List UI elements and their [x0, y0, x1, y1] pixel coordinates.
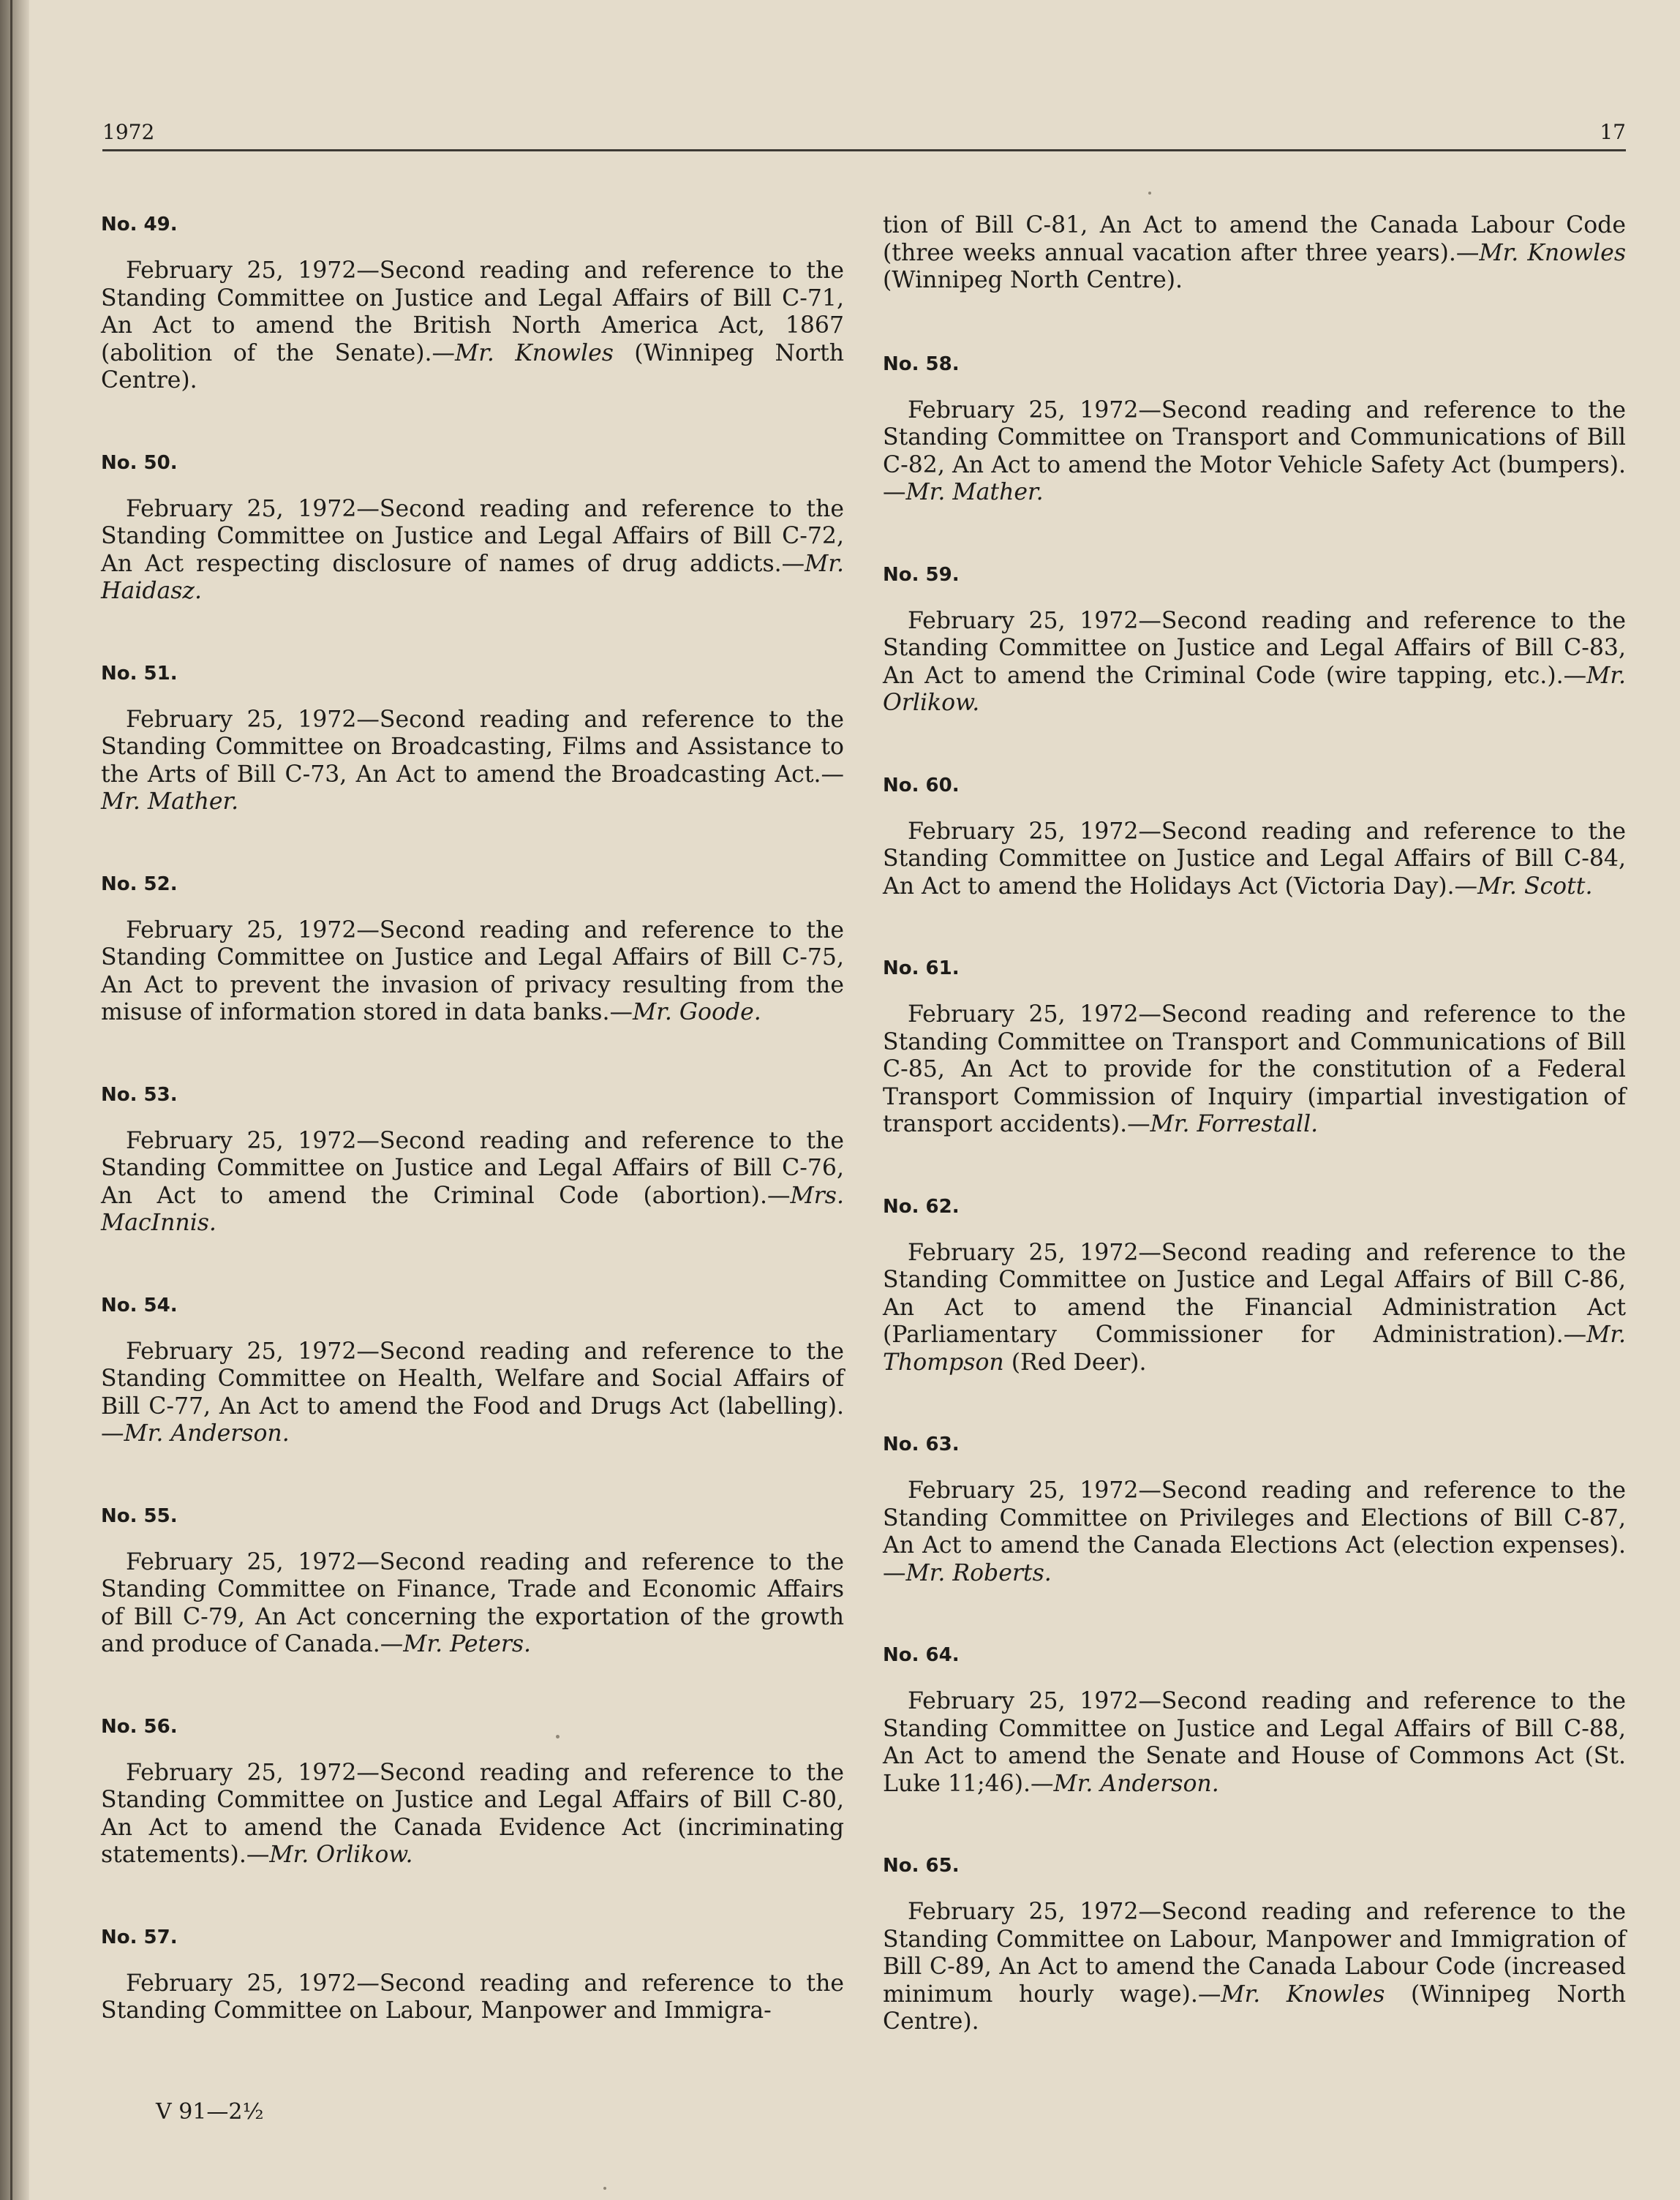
page-header — [102, 116, 1626, 151]
left-column — [101, 212, 844, 2081]
notice-text: February 25, 1972—Second reading and reference to the Standing Committee on Transport and Communications of Bill C-82, An Act to amend the Motor Vehicle Safety Act (bumpers).—Mr. Mather. — [883, 396, 1626, 505]
notice-number: No. 50. — [101, 451, 178, 474]
member-name: Mr. Mather. — [101, 788, 239, 815]
notice-text: February 25, 1972—Second reading and reference to the Standing Committee on Broadcasting, Films and Assistance to the Arts of Bill C-73, An Act to amend the Broadcasting Act.—Mr. Mather. — [101, 706, 844, 815]
paper-speck — [603, 2187, 606, 2190]
member-name: Mr. Forrestall. — [1150, 1111, 1319, 1137]
notice-entry — [883, 1432, 1626, 1587]
paper-speck — [556, 1735, 560, 1738]
notice-number: No. 52. — [101, 873, 178, 895]
notice-entry — [101, 1082, 844, 1238]
notice-number: No. 58. — [883, 353, 960, 375]
notice-number: No. 65. — [883, 1855, 960, 1877]
notice-entry — [101, 212, 844, 395]
paper-speck — [1148, 192, 1151, 195]
member-name: Mr. Mather. — [905, 479, 1044, 505]
member-name: Mr. Anderson. — [1053, 1770, 1219, 1797]
notice-number: No. 60. — [883, 774, 960, 796]
notice-entry — [883, 1194, 1626, 1377]
member-name: Mr. Knowles — [455, 339, 614, 366]
notice-number: No. 63. — [883, 1434, 960, 1455]
member-name: Mr. Peters. — [403, 1631, 532, 1657]
member-name: Mr. Orlikow. — [269, 1842, 413, 1868]
member-name: Mr. Knowles — [1479, 239, 1626, 266]
notice-number: No. 51. — [101, 662, 178, 685]
notice-entry — [101, 1714, 844, 1869]
member-name: Mr. Thompson — [883, 1322, 1626, 1376]
notice-text: February 25, 1972—Second reading and reference to the Standing Committee on Justice and Legal Affairs of Bill C-86, An Act to amend the Financial Administration Act (Parliamentary Commissioner for Administration).—Mr. Thompson (Red Deer). — [883, 1239, 1626, 1376]
member-name: Mr. Scott. — [1477, 873, 1593, 900]
member-name: Mr. Roberts. — [905, 1559, 1052, 1586]
binding-edge — [10, 0, 12, 2200]
notice-entry — [883, 1853, 1626, 2036]
notice-entry — [101, 451, 844, 606]
notice-entry — [883, 352, 1626, 507]
notice-text: February 25, 1972—Second reading and reference to the Standing Committee on Privileges and Elections of Bill C-87, An Act to amend the Canada Elections Act (election expenses).—Mr. Roberts. — [883, 1477, 1626, 1586]
notice-entry — [883, 956, 1626, 1139]
notice-entry — [101, 1293, 844, 1448]
notice-entry — [101, 661, 844, 816]
notice-text: February 25, 1972—Second reading and reference to the Standing Committee on Justice and Legal Affairs of Bill C-71, An Act to amend the British North America Act, 1867 (abolition of the Senate).—Mr. Knowles (Winnipeg North Centre). — [101, 257, 844, 393]
book-spine-shadow — [0, 0, 29, 2200]
notice-number: No. 59. — [883, 563, 960, 586]
page-number: 17 — [1600, 120, 1626, 144]
notice-text: February 25, 1972—Second reading and reference to the Standing Committee on Finance, Trade and Economic Affairs of Bill C-79, An Act concerning the exportation of the growth and produce of Canada.—Mr. Peters. — [101, 1548, 844, 1657]
notice-number: No. 64. — [883, 1644, 960, 1666]
notice-text: February 25, 1972—Second reading and reference to the Standing Committee on Justice and Legal Affairs of Bill C-84, An Act to amend the Holidays Act (Victoria Day).—Mr. Scott. — [883, 818, 1626, 900]
notice-text: February 25, 1972—Second reading and reference to the Standing Committee on Health, Welfare and Social Affairs of Bill C-77, An Act to amend the Food and Drugs Act (labelling).—Mr. Anderson. — [101, 1338, 844, 1447]
notice-entry — [883, 1643, 1626, 1798]
notice-entry — [101, 1504, 844, 1659]
member-name: Mr. Knowles — [1221, 1981, 1385, 2008]
notice-number: No. 53. — [101, 1083, 178, 1106]
notice-text: February 25, 1972—Second reading and reference to the Standing Committee on Justice and Legal Affairs of Bill C-83, An Act to amend the Criminal Code (wire tapping, etc.).—Mr. Orlikow. — [883, 607, 1626, 716]
notice-entry — [101, 1925, 844, 2025]
notice-text: February 25, 1972—Second reading and reference to the Standing Committee on Justice and Legal Affairs of Bill C-88, An Act to amend the Senate and House of Commons Act (St. Luke 11;46).—Mr. Anderson. — [883, 1688, 1626, 1797]
notice-number: No. 61. — [883, 957, 960, 979]
member-name: Mrs. MacInnis. — [101, 1182, 844, 1236]
member-name: Mr. Goode. — [632, 999, 761, 1025]
notice-text: February 25, 1972—Second reading and reference to the Standing Committee on Transport and Communications of Bill C-85, An Act to provide for the constitution of a Federal Transport Commission of Inquiry (impartial investigation of transport accidents).—Mr. Forrestall. — [883, 1001, 1626, 1137]
notice-text: February 25, 1972—Second reading and reference to the Standing Committee on Justice and Legal Affairs of Bill C-76, An Act to amend the Criminal Code (abortion).—Mrs. MacInnis. — [101, 1127, 844, 1236]
notice-text: February 25, 1972—Second reading and reference to the Standing Committee on Labour, Manpower and Immigration of Bill C-89, An Act to amend the Canada Labour Code (increased minimum hourly wage).—Mr. Knowles (Winnipeg North Centre). — [883, 1899, 1626, 2035]
notice-number: No. 62. — [883, 1195, 960, 1218]
notice-text: February 25, 1972—Second reading and reference to the Standing Committee on Justice and Legal Affairs of Bill C-80, An Act to amend the Canada Evidence Act (incriminating statements).—Mr. Orlikow. — [101, 1759, 844, 1868]
notice-entry — [883, 562, 1626, 717]
notice-text: February 25, 1972—Second reading and reference to the Standing Committee on Justice and Legal Affairs of Bill C-75, An Act to prevent the invasion of privacy resulting from the misuse of information stored in data banks.—Mr. Goode. — [101, 916, 844, 1025]
member-name: Mr. Anderson. — [124, 1420, 290, 1447]
notice-entry — [883, 773, 1626, 901]
printer-signature-mark: V 91—2½ — [156, 2099, 264, 2125]
notice-number: No. 55. — [101, 1504, 178, 1527]
notice-number: No. 56. — [101, 1715, 178, 1738]
continued-notice-text: tion of Bill C-81, An Act to amend the Canada Labour Code (three weeks annual vacation after three years).—Mr. Knowles (Winnipeg North Centre). — [883, 212, 1626, 293]
notice-number: No. 54. — [101, 1294, 178, 1316]
notice-text: February 25, 1972—Second reading and reference to the Standing Committee on Justice and Legal Affairs of Bill C-72, An Act respecting disclosure of names of drug addicts.—Mr. Haidasz. — [101, 495, 844, 604]
notice-number: No. 49. — [101, 214, 178, 236]
right-column — [883, 212, 1626, 2092]
notice-text: February 25, 1972—Second reading and reference to the Standing Committee on Labour, Manpower and Immigra- — [101, 1970, 844, 2024]
notice-number: No. 57. — [101, 1926, 178, 1948]
member-name: Mr. Haidasz. — [101, 550, 844, 604]
notice-entry — [101, 872, 844, 1027]
member-name: Mr. Orlikow. — [883, 662, 1626, 716]
header-year: 1972 — [102, 120, 155, 144]
